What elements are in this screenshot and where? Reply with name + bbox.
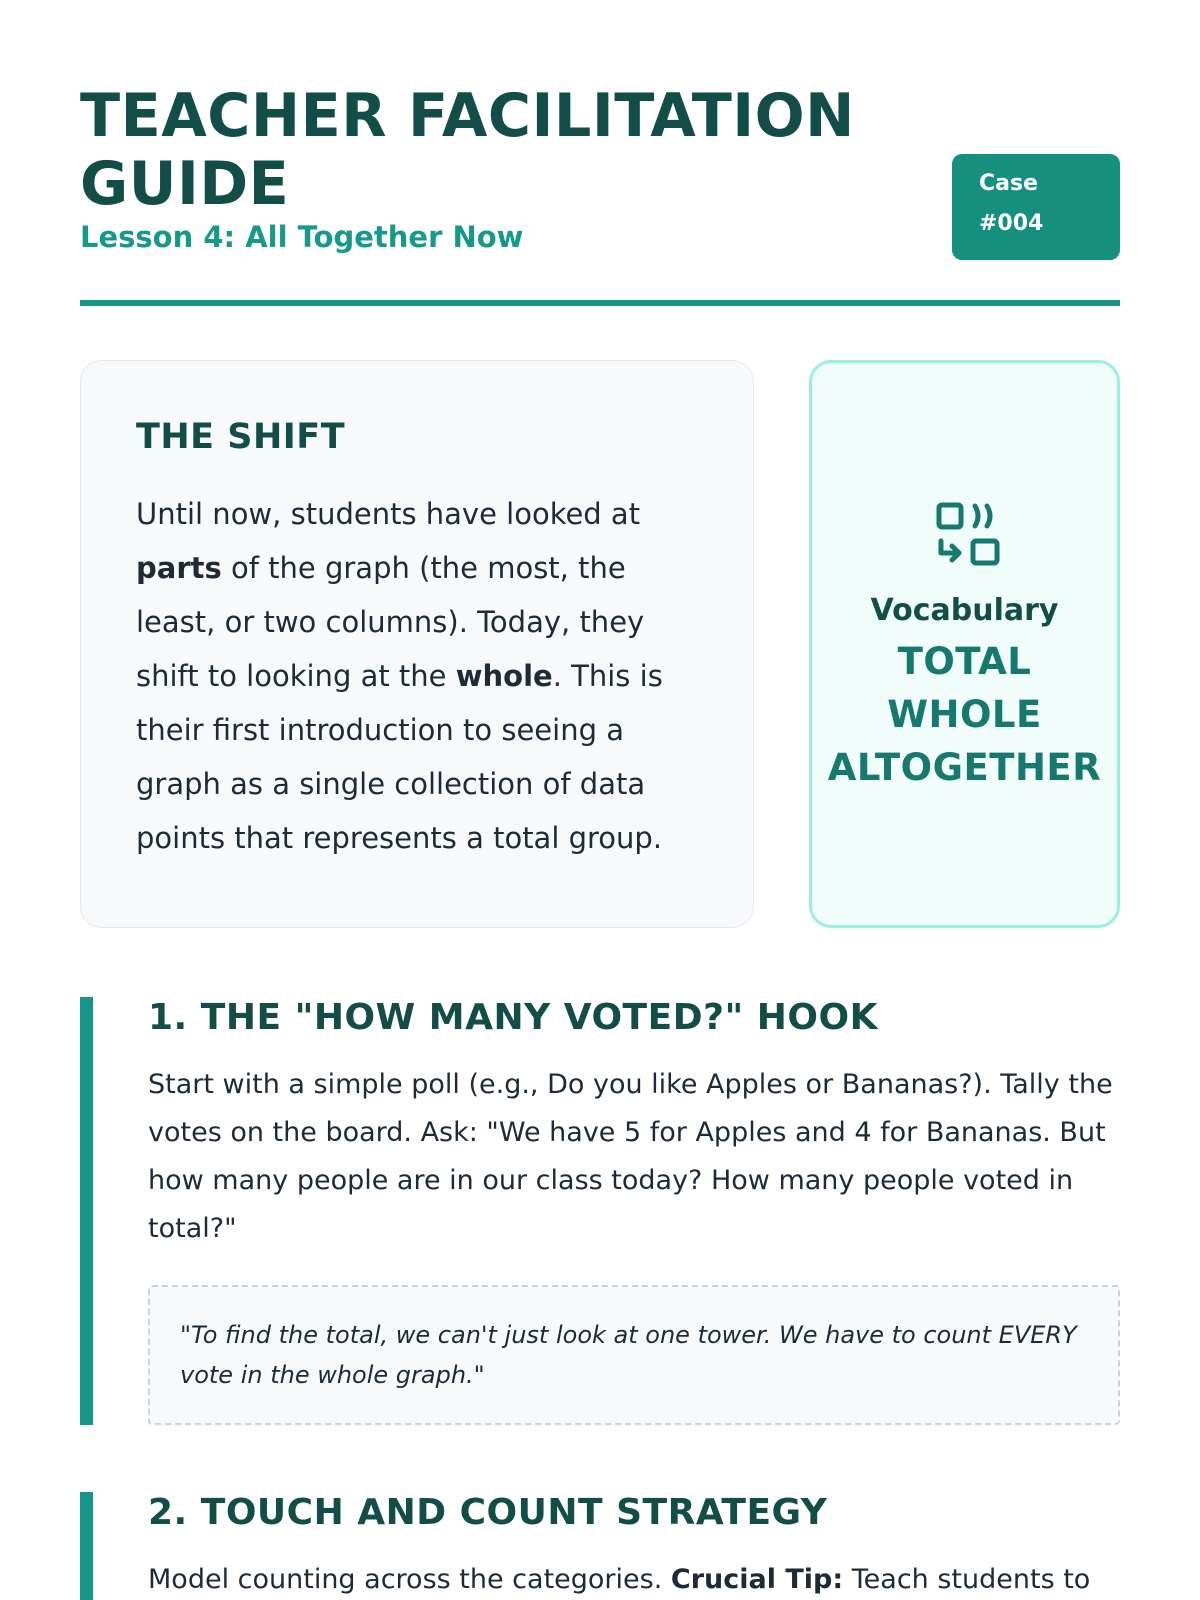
header xyxy=(80,82,1120,312)
case-label: Case xyxy=(979,171,1039,196)
section-title: 2. TOUCH AND COUNT STRATEGY xyxy=(148,1492,828,1533)
page-title: TEACHER FACILITATION GUIDE xyxy=(80,81,855,219)
page xyxy=(80,0,1120,1600)
section-text: Start with a simple poll (e.g., Do you like Apples or Bananas?). Tally the votes on the board. Ask: "We have 5 for Apples and 4 for Bananas. But how many people are in our class today? How many people voted in total?" xyxy=(148,1069,1113,1244)
quote-box: "To find the total, we can't just look at one tower. We have to count EVERY vote in the whole graph." xyxy=(148,1285,1120,1425)
crucial-tip-label: Crucial Tip: xyxy=(670,1564,844,1595)
case-badge xyxy=(952,154,1120,260)
shift-heading: THE SHIFT xyxy=(136,417,346,457)
section-touch-count xyxy=(80,1492,1120,1600)
shift-body-bold-parts: parts xyxy=(136,551,222,585)
vocabulary-card xyxy=(809,360,1120,928)
shift-body-text-2: of the graph (the most, the least, or two columns). Today, they shift to looking at the xyxy=(136,551,645,693)
shift-body-text-3: . This is their first introduction to seeing a graph as a single collection of data points that represents a total group. xyxy=(136,659,663,855)
shift-body xyxy=(136,487,703,865)
swap-icon xyxy=(935,501,1003,569)
vocab-word-total: TOTAL xyxy=(897,640,1032,683)
shift-body-bold-whole: whole xyxy=(455,659,553,693)
vocab-word-whole: WHOLE xyxy=(887,693,1042,736)
section-text-1: Model counting across the categories. xyxy=(148,1564,671,1595)
section-text xyxy=(148,1556,1120,1600)
section-text-2: Teach students to xyxy=(843,1564,1091,1595)
vocab-word-altogether: ALTOGETHER xyxy=(827,746,1102,789)
section-accent-bar xyxy=(80,1492,93,1600)
lesson-subtitle: Lesson 4: All Together Now xyxy=(80,220,524,254)
case-number: #004 xyxy=(979,211,1044,236)
section-hook xyxy=(80,997,1120,1427)
section-accent-bar xyxy=(80,997,93,1425)
shift-card xyxy=(80,360,754,928)
header-divider xyxy=(80,300,1120,306)
shift-body-text-1: Until now, students have looked at xyxy=(136,497,641,531)
vocabulary-label: Vocabulary xyxy=(870,593,1059,628)
section-title: 1. THE "HOW MANY VOTED?" HOOK xyxy=(148,997,878,1038)
